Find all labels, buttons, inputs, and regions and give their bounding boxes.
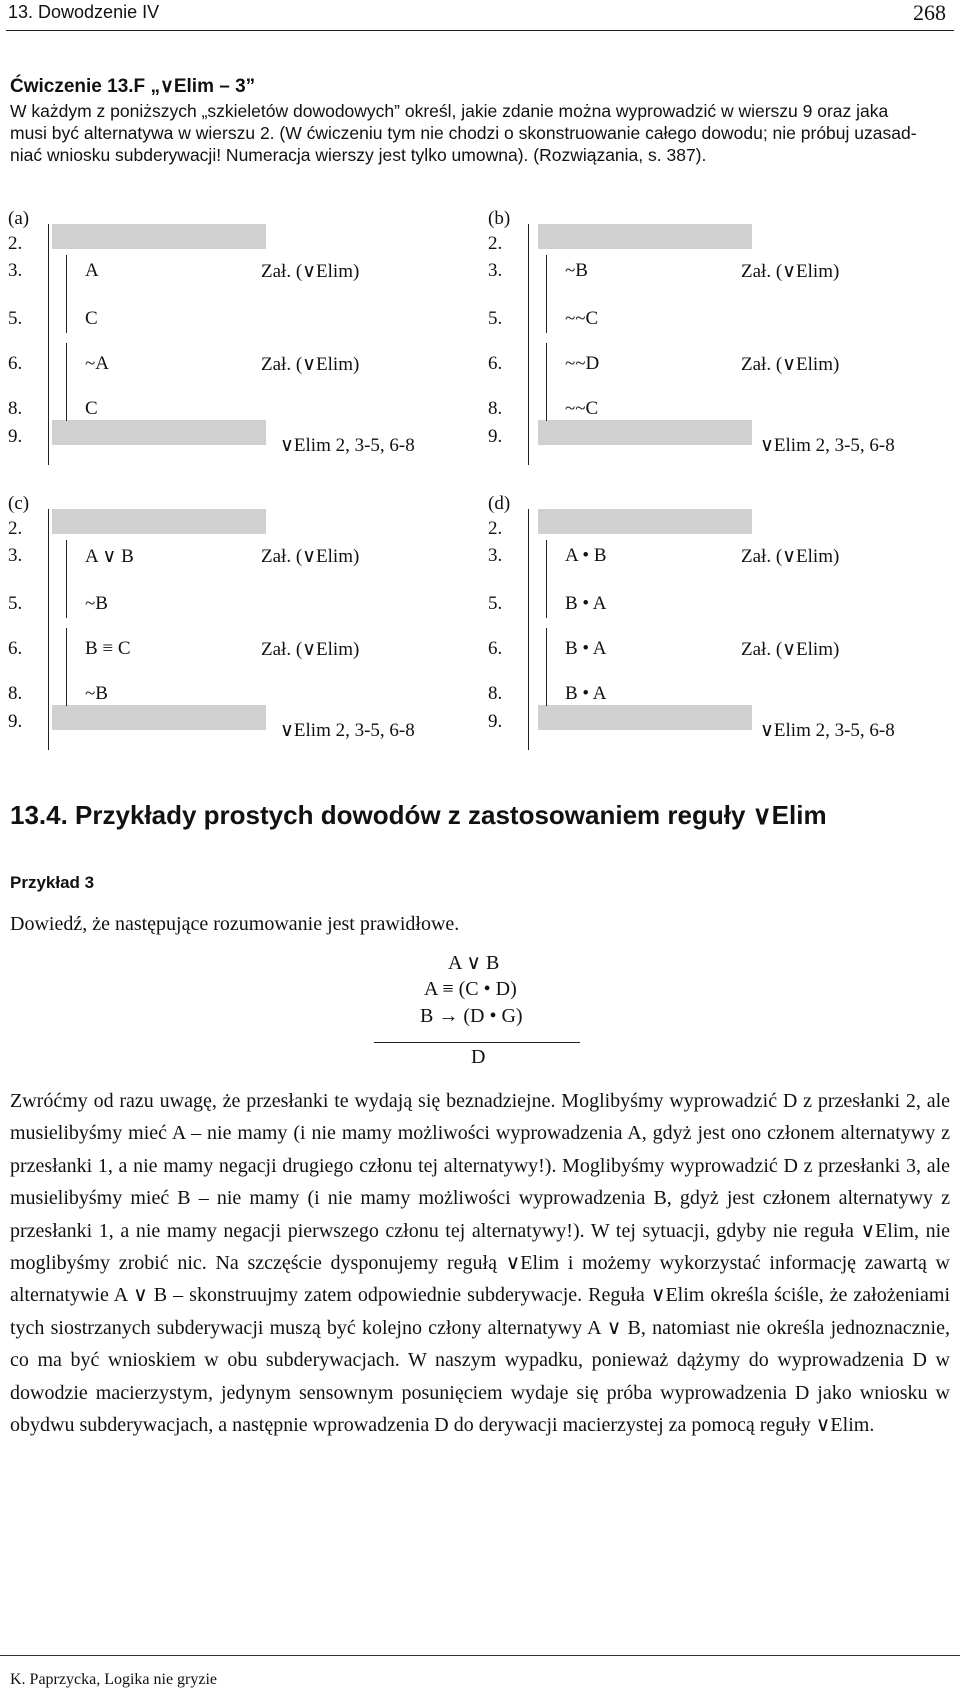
line-number: 9. bbox=[488, 426, 503, 447]
formula-line-6: ~A bbox=[85, 353, 110, 374]
explanation-text: Zwróćmy od razu uwagę, że przesłanki te wydają się beznadziejne. Moglibyśmy wyprowadzić D z przesłanki 2, ale musielibyśmy mieć A – nie mamy (i nie mamy możliwości wyprowadzenia A, gdyż jest ono członem alternatywy z przesłanki 1, a nie mamy negacji drugiego członu tej alternatywy!). Moglibyśmy wyprowadzić D z przesłanki 3, ale musielibyśmy mieć B – nie mamy (i nie mamy możliwości wyprowadzenia B, gdyż jest członem alternatywy z przesłanki 1, a nie mamy negacji pierwszego członu tej alternatywy!). W tej sytuacji, gdyby nie reguła ∨Elim, nie moglibyśmy zrobić nic. Na szczęście dysponujemy regułą ∨Elim i możemy wykorzystać informację zawartą w alternatywie A ∨ B – skonstruujmy zatem odpowiednie subderywacje. Reguła ∨Elim określa ściśle, że założeniami tych siostrzanych subderywacji muszą być kolejno człony alternatywy A ∨ B, natomiast nie określa jednoznacznie, co ma być wnioskiem w obu subderywacjach. W naszym wypadku, ponieważ dążymy do wyprowadzenia D w dowodzie macierzystym, jedynym sensownym posunięciem wydaje się próba wyprowadzenia D jako wniosku w obydwu subderywacjach, a następnie wprowadzenia D do derywacji macierzystej za pomocą reguły ∨Elim. bbox=[10, 1090, 950, 1437]
premise-2: A ≡ (C • D) bbox=[424, 978, 517, 1000]
formula-line-6: ~~D bbox=[565, 353, 600, 374]
chapter-header: 13. Dowodzenie IV bbox=[8, 2, 160, 22]
justification-line-6: Zał. (∨Elim) bbox=[741, 639, 840, 660]
formula-line-5: ~B bbox=[85, 593, 108, 614]
exercise-text-line: W każdym z poniższych „szkieletów dowodowych” określ, jakie zdanie można wyprowadzić w wierszu 9 oraz jaka bbox=[10, 101, 889, 121]
subderivation-2-scope-line bbox=[546, 343, 547, 421]
premise-1: A ∨ B bbox=[448, 952, 500, 974]
formula-line-8: ~~C bbox=[565, 398, 599, 419]
justification-line-3: Zał. (∨Elim) bbox=[741, 546, 840, 567]
line-number: 3. bbox=[488, 545, 503, 566]
formula-line-8: C bbox=[85, 398, 98, 419]
line-number: 9. bbox=[8, 426, 23, 447]
justification-line-3: Zał. (∨Elim) bbox=[741, 261, 840, 282]
line-number: 6. bbox=[8, 638, 23, 659]
formula-line-6: B • A bbox=[565, 638, 607, 659]
formula-line-6: B ≡ C bbox=[85, 638, 131, 659]
proof-label: (a) bbox=[8, 208, 30, 229]
formula-line-3: A ∨ B bbox=[85, 546, 134, 567]
main-scope-line bbox=[528, 224, 529, 465]
page-number: 268 bbox=[913, 0, 946, 25]
line-number: 2. bbox=[488, 233, 503, 254]
line-number: 6. bbox=[8, 353, 23, 374]
line-number: 2. bbox=[8, 233, 23, 254]
proof-label: (c) bbox=[8, 493, 30, 514]
justification-line-3: Zał. (∨Elim) bbox=[261, 546, 360, 567]
proof-label: (d) bbox=[488, 493, 511, 514]
line-number: 9. bbox=[8, 711, 23, 732]
header-rule bbox=[6, 30, 954, 31]
formula-line-3: A bbox=[85, 260, 99, 281]
justification-line-9: ∨Elim 2, 3-5, 6-8 bbox=[280, 720, 415, 741]
formula-line-8: B • A bbox=[565, 683, 607, 704]
line-number: 2. bbox=[488, 518, 503, 539]
line-number: 8. bbox=[488, 398, 503, 419]
main-scope-line bbox=[48, 509, 49, 750]
main-scope-line bbox=[528, 509, 529, 750]
line-number: 5. bbox=[488, 593, 503, 614]
line-number: 8. bbox=[8, 683, 23, 704]
justification-line-3: Zał. (∨Elim) bbox=[261, 261, 360, 282]
exercise-text-line: niać wniosku subderywacji! Numeracja wierszy jest tylko umowna). (Rozwiązania, s. 387). bbox=[10, 145, 707, 165]
subderivation-2-scope-line bbox=[66, 628, 67, 706]
line-number: 6. bbox=[488, 638, 503, 659]
justification-line-9: ∨Elim 2, 3-5, 6-8 bbox=[760, 435, 895, 456]
blank-line-9 bbox=[52, 705, 266, 730]
blank-line-2 bbox=[52, 224, 266, 249]
justification-line-9: ∨Elim 2, 3-5, 6-8 bbox=[280, 435, 415, 456]
premise-3: B → (D • G) bbox=[420, 1005, 523, 1027]
line-number: 5. bbox=[8, 308, 23, 329]
justification-line-6: Zał. (∨Elim) bbox=[261, 639, 360, 660]
blank-line-9 bbox=[538, 420, 752, 445]
footer-text: K. Paprzycka, Logika nie gryzie bbox=[10, 1671, 218, 1688]
subderivation-1-scope-line bbox=[66, 540, 67, 618]
justification-line-6: Zał. (∨Elim) bbox=[741, 354, 840, 375]
line-number: 5. bbox=[488, 308, 503, 329]
justification-line-6: Zał. (∨Elim) bbox=[261, 354, 360, 375]
line-number: 6. bbox=[488, 353, 503, 374]
subderivation-1-scope-line bbox=[546, 255, 547, 333]
section-title: 13.4. Przykłady prostych dowodów z zastosowaniem reguły ∨Elim bbox=[10, 800, 827, 830]
line-number: 5. bbox=[8, 593, 23, 614]
example-title: Przykład 3 bbox=[10, 873, 95, 892]
blank-line-2 bbox=[52, 509, 266, 534]
exercise-text-line: musi być alternatywa w wierszu 2. (W ćwiczeniu tym nie chodzi o skonstruowanie całego dowodu; nie próbuj uzasad- bbox=[10, 123, 917, 143]
line-number: 3. bbox=[8, 260, 23, 281]
exercise-title: Ćwiczenie 13.F „∨Elim – 3” bbox=[10, 76, 256, 97]
formula-line-5: B • A bbox=[565, 593, 607, 614]
formula-line-5: ~~C bbox=[565, 308, 599, 329]
subderivation-1-scope-line bbox=[66, 255, 67, 333]
footer-rule bbox=[0, 1655, 960, 1656]
main-scope-line bbox=[48, 224, 49, 465]
line-number: 3. bbox=[488, 260, 503, 281]
line-number: 8. bbox=[8, 398, 23, 419]
formula-line-8: ~B bbox=[85, 683, 108, 704]
line-number: 9. bbox=[488, 711, 503, 732]
blank-line-9 bbox=[538, 705, 752, 730]
line-number: 2. bbox=[8, 518, 23, 539]
example-intro: Dowiedź, że następujące rozumowanie jest prawidłowe. bbox=[10, 913, 460, 935]
subderivation-1-scope-line bbox=[546, 540, 547, 618]
formula-line-3: A • B bbox=[565, 545, 607, 566]
blank-line-9 bbox=[52, 420, 266, 445]
subderivation-2-scope-line bbox=[66, 343, 67, 421]
formula-line-3: ~B bbox=[565, 260, 588, 281]
proof-label: (b) bbox=[488, 208, 511, 229]
subderivation-2-scope-line bbox=[546, 628, 547, 706]
line-number: 3. bbox=[8, 545, 23, 566]
conclusion: D bbox=[471, 1046, 486, 1068]
blank-line-2 bbox=[538, 509, 752, 534]
formula-line-5: C bbox=[85, 308, 98, 329]
argument-rule bbox=[374, 1042, 580, 1043]
blank-line-2 bbox=[538, 224, 752, 249]
explanation-paragraph bbox=[10, 1085, 950, 1441]
line-number: 8. bbox=[488, 683, 503, 704]
justification-line-9: ∨Elim 2, 3-5, 6-8 bbox=[760, 720, 895, 741]
